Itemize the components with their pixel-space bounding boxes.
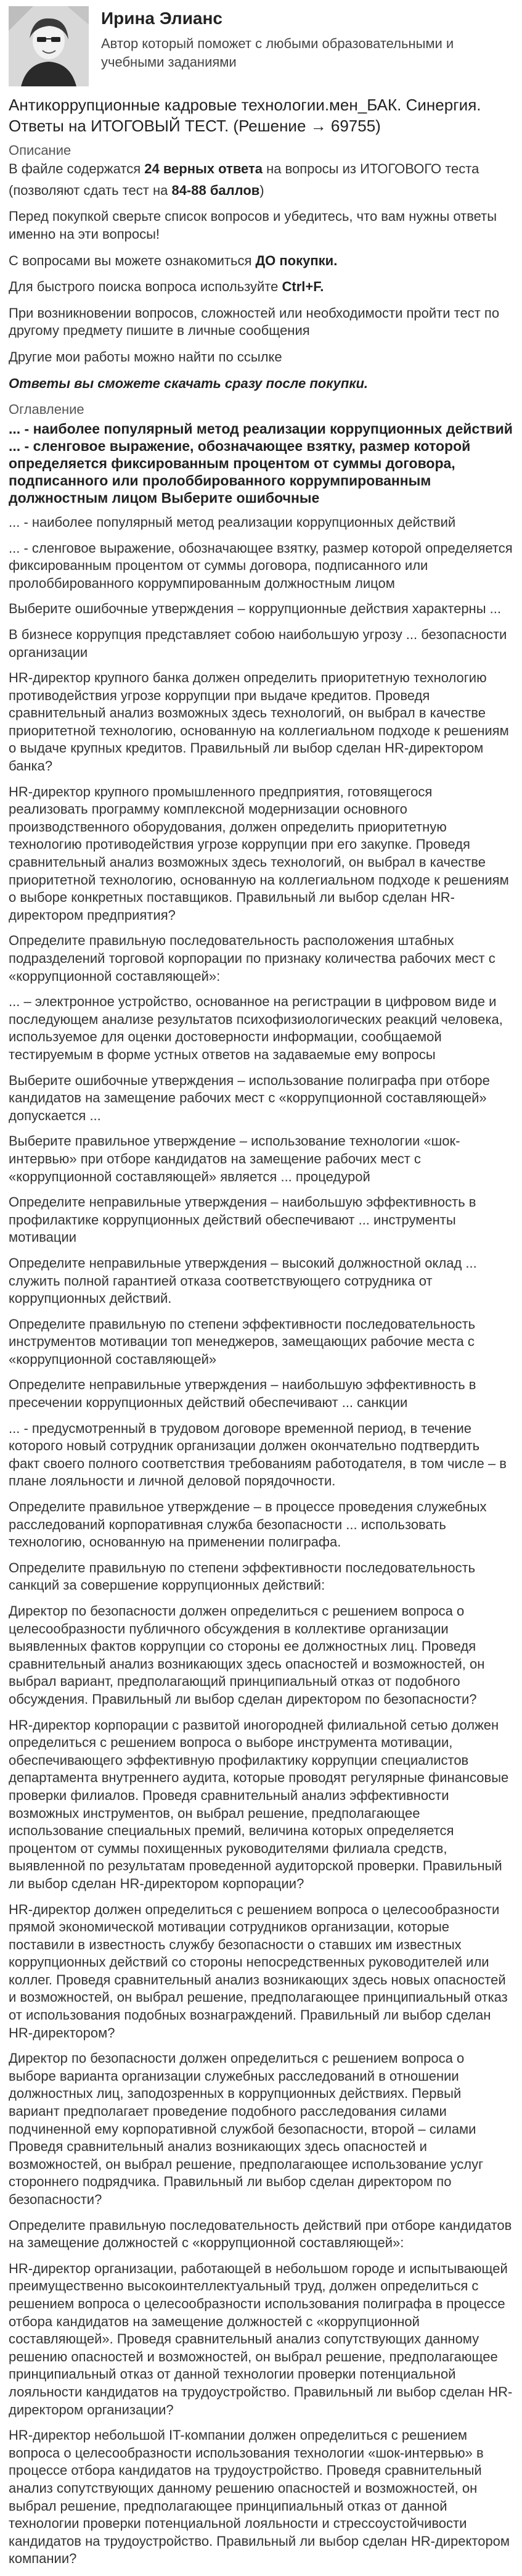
question-item: Выберите ошибочные утверждения – коррупционные действия характерны ...	[9, 601, 501, 617]
question-item: HR-директор организации, работающей в небольшом городе и испытывающей преимущественно высокоинтеллектуальный труд, должен определиться с решением вопроса о целесообразности использования полиграфа в процессе отбора кандидатов на замещение должностей с «коррупционной составляющей». Проведя сравнительный анализ сопутствующих данному решению опасностей и возможностей, он выбрал решение, предполагающее принципиальный отказ от данной технологии проверки потенциальной лояльности кандидатов на трудоустройство. Правильный ли выбор сделан HR-директором организации?	[9, 2260, 513, 2417]
intro-line-search	[9, 278, 513, 296]
question-item: ... - наиболее популярный метод реализации коррупционных действий	[9, 514, 456, 530]
author-name[interactable]: Ирина Элианс	[101, 9, 222, 28]
question-item: Определите неправильные утверждения – наибольшую эффективность в профилактике коррупционных действий обеспечивают ... инструменты мотивации	[9, 1194, 476, 1245]
intro-bold: Ctrl+F.	[282, 279, 324, 295]
question-item: HR-директор корпорации с развитой иногородней филиальной сетью должен определиться с решением вопроса о выборе инструмента мотивации, обеспечивающего эффективную профилактику коррупции специалистов департамента внутреннего аудита, которые проводят регулярные финансовые проверки филиалов. Проведя сравнительный анализ эффективности возможных инструментов, он выбрал решение, предполагающее использование специальных премий, величина которых определяется процентом от суммы похищенных руководителями филиала средств, выявленной по результатам проведенной аудиторской проверки. Правильный ли выбор сделан HR-директором корпорации?	[9, 1717, 509, 1891]
question-item: Директор по безопасности должен определиться с решением вопроса о целесообразности публичного обсуждения в коллективе организации выявленных фактов коррупции со стороны ее должностных лиц. Проведя сравнительный анализ возникающих здесь опасностей и возможностей, он выбрал вариант, предполагающий принципиальный отказ от подобного обсуждения. Правильный ли выбор сделан директором по безопасности?	[9, 1603, 485, 1707]
intro-text: Для быстрого поиска вопроса используйте	[9, 279, 282, 295]
question-item: HR-директор небольшой IT-компании должен определиться с решением вопроса о целесообразности использования технологии «шок-интервью» в процессе отбора кандидатов на трудоустройство. Проведя сравнительный анализ сопутствующих данному решению опасностей и возможностей, он выбрал решение, предполагающее принципиальный отказ от данной технологии проверки потенциальной лояльности и стрессоустойчивости кандидатов на трудоустройство. Правильный ли выбор сделан HR-директором компании?	[9, 2427, 510, 2567]
toc-label: Оглавление	[9, 402, 84, 418]
intro-text: )	[259, 182, 264, 198]
question-item: Выберите ошибочные утверждения – использование полиграфа при отборе кандидатов на замещение рабочих мест с «коррупционной составляющей» допускается ...	[9, 1072, 490, 1123]
question-item: Определите правильную последовательность действий при отборе кандидатов на замещение должностей с «коррупционной составляющей»:	[9, 2217, 512, 2251]
question-item: Определите правильную по степени эффективности последовательность санкций за совершение коррупционных действий:	[9, 1559, 476, 1593]
intro-line-check: Перед покупкой сверьте список вопросов и убедитесь, что вам нужны ответы именно на эти вопросы!	[9, 208, 497, 242]
description-label: Описание	[9, 142, 71, 158]
question-item: Определите правильное утверждение – в процессе проведения служебных расследований корпоративная служба безопасности ... использовать технологию, основанную на применении полиграфа.	[9, 1499, 487, 1550]
question-item: В бизнесе коррупция представляет собою наибольшую угрозу ... безопасности организации	[9, 626, 507, 660]
intro-text: (позволяют сдать тест на	[9, 182, 172, 198]
author-description: Автор который поможет с любыми образовательными и учебными заданиями	[101, 36, 454, 70]
intro-line-download: Ответы вы сможете скачать сразу после покупки.	[9, 375, 369, 391]
question-item: Определите неправильные утверждения – высокий должностной оклад ... служить полной гарантией отказа соответствующего сотрудника от коррупционных действий.	[9, 1255, 477, 1307]
intro-line-answers	[9, 160, 513, 178]
question-item: ... - сленговое выражение, обозначающее взятку, размер которой определяется фиксированным процентом от суммы договора, подписанного или пролоббированного коррумпированным должностным лицом	[9, 540, 513, 591]
author-card	[9, 6, 513, 86]
author-info	[101, 6, 513, 72]
question-item: HR-директор крупного банка должен определить приоритетную технологию противодействия угрозе коррупции при выдаче кредитов. Проведя сравнительный анализ возможных здесь технологий, он выбрал в качестве приоритетной технологию, основанную на коллегиальном подходе к решениям о выдаче крупных кредитов. Правильный ли выбор сделан HR-директором банка?	[9, 670, 509, 774]
intro-line-contact: При возникновении вопросов, сложностей или необходимости пройти тест по другому предмету пишите в личные сообщения	[9, 305, 500, 339]
toc-heading: ... - наиболее популярный метод реализации коррупционных действий ... - сленговое выражение, обозначающее взятку, размер которой определяется фиксированным процентом от суммы договора, подписанного или пролоббированного коррумпированным должностным лицом Выберите ошибочные	[9, 420, 513, 506]
intro-bold: ДО покупки.	[255, 252, 338, 268]
question-item: Директор по безопасности должен определиться с решением вопроса о выборе варианта организации служебных расследований в отношении должностных лиц, заподозренных в коррупционных действиях. Первый вариант предполагает проведение подобного расследования силами подчиненной ему корпоративной службой безопасности, второй – силами Проведя сравнительный анализ возникающих здесь опасностей и возможностей, он выбрал решение, предполагающее использование услуг стороннего подрядчика. Правильный ли выбор сделан директором по безопасности?	[9, 2050, 484, 2208]
intro-bold: 24 верных ответа	[144, 161, 263, 177]
avatar-image	[9, 6, 89, 86]
question-item: HR-директор должен определиться с решением вопроса о целесообразности прямой экономической мотивации сотрудников организации, которые поставили в известность службу безопасности о ставших им известных коррупционных действий со стороны непосредственных руководителей или коллег. Проведя сравнительный анализ возникающих здесь новых опасностей и возможностей, он выбрал решение, предполагающее принципиальный отказ от использования подобных вознаграждений. Правильный ли выбор сделан HR-директором?	[9, 1901, 508, 2041]
intro-text: В файле содержатся	[9, 161, 145, 177]
question-list	[9, 514, 513, 2568]
question-item: Определите правильную по степени эффективности последовательность инструментов мотивации топ менеджеров, замещающих рабочие места с «коррупционной составляющей»	[9, 1316, 476, 1367]
intro-line-preview	[9, 252, 513, 270]
question-item: ... – электронное устройство, основанное на регистрации в цифровом виде и последующем анализе результатов психофизиологических реакций человека, используемое для оценки достоверности информации, сообщаемой тестируемым в форме устных ответов на задаваемые ему вопросы	[9, 994, 503, 1062]
intro-bold: 84-88 баллов	[171, 182, 260, 198]
page-title: Антикоррупционные кадровые технологии.мен_БАК. Синергия. Ответы на ИТОГОВЫЙ ТЕСТ. (Решение → 69755)	[9, 96, 481, 135]
question-item: Определите неправильные утверждения – наибольшую эффективность в пресечении коррупционных действий обеспечивают ... санкции	[9, 1377, 476, 1411]
question-item: Выберите правильное утверждение – использование технологии «шок-интервью» при отборе кандидатов на замещение рабочих мест с «коррупционной составляющей» является ... процедурой	[9, 1133, 460, 1184]
intro-line-score	[9, 182, 513, 200]
question-item: Определите правильную последовательность расположения штабных подразделений торговой корпорации по признаку количества рабочих мест с «коррупционной составляющей»:	[9, 933, 495, 984]
intro-text: на вопросы из ИТОГОВОГО теста	[263, 161, 479, 177]
intro-line-other-works[interactable]: Другие мои работы можно найти по ссылке	[9, 349, 282, 365]
question-item: HR-директор крупного промышленного предприятия, готовящегося реализовать программу комплексной модернизации основного производственного оборудования, должен определить приоритетную технологию противодействия угрозе коррупции при его закупке. Проведя сравнительный анализ возможных здесь технологий, он выбрал в качестве приоритетной технологию, основанную на коллегиальном подходе к решениям о выборе конкретных поставщиков. Правильный ли выбор сделан HR-директором предприятия?	[9, 783, 509, 923]
question-item: ... - предусмотренный в трудовом договоре временной период, в течение которого новый сотрудник организации должен окончательно подтвердить факт своего полного соответствия требованиям работодателя, в том числе – в плане лояльности и личной деловой порядочности.	[9, 1420, 507, 1489]
intro-text: С вопросами вы можете ознакомиться	[9, 252, 256, 268]
author-photo-icon[interactable]	[9, 6, 89, 86]
